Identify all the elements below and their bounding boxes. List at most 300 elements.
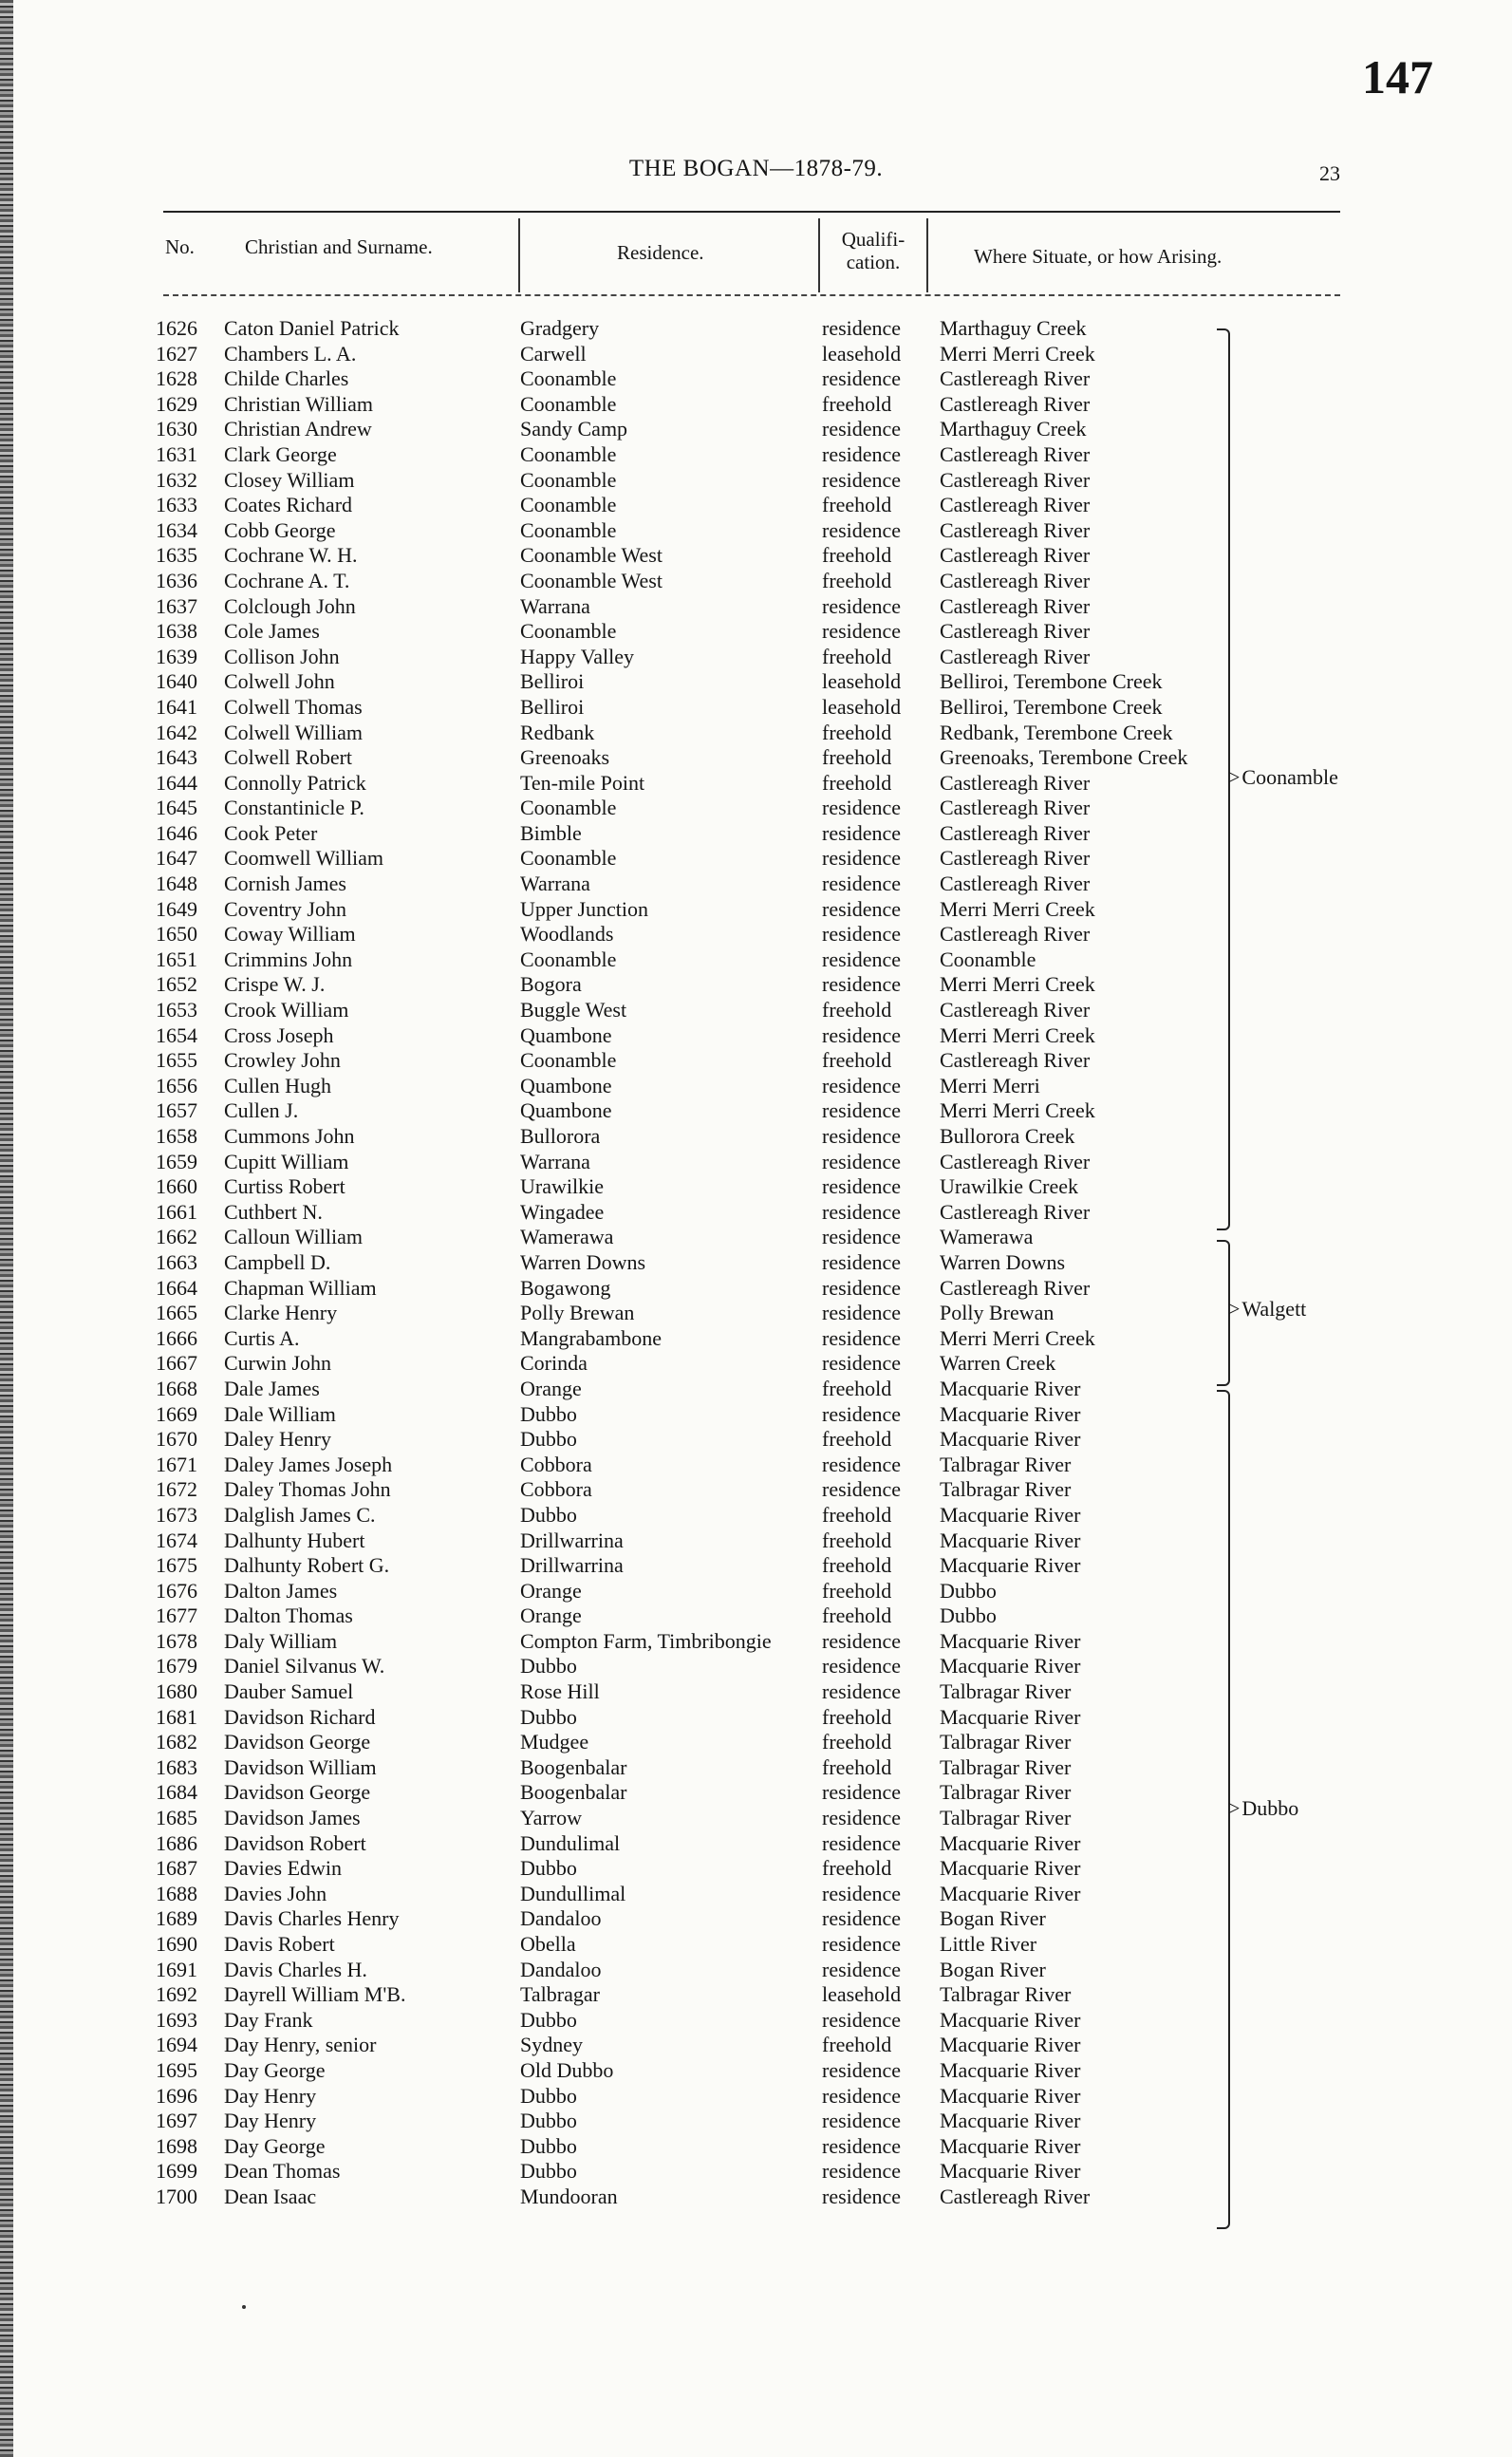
entry-number: 1657 — [156, 1098, 197, 1123]
residence: Carwell — [520, 341, 587, 366]
entry-number: 1679 — [156, 1654, 197, 1679]
residence: Dubbo — [520, 2007, 577, 2032]
table-row — [0, 417, 1512, 442]
qualification: freehold — [822, 1553, 892, 1578]
elector-name: Dalhunty Robert G. — [224, 1553, 390, 1578]
residence: Dubbo — [520, 2083, 577, 2108]
entry-number: 1636 — [156, 568, 197, 592]
table-row — [0, 468, 1512, 494]
elector-name: Davidson Robert — [224, 1830, 366, 1855]
elector-name: Daley James Joseph — [224, 1452, 393, 1476]
entry-number: 1689 — [156, 1906, 197, 1931]
entry-number: 1633 — [156, 493, 197, 517]
entry-number: 1639 — [156, 644, 197, 668]
elector-name: Dalhunty Hubert — [224, 1528, 365, 1552]
entry-number: 1653 — [156, 998, 197, 1022]
residence: Drillwarrina — [520, 1553, 624, 1578]
entry-number: 1700 — [156, 2184, 197, 2208]
elector-name: Day George — [224, 2057, 326, 2082]
entry-number: 1656 — [156, 1073, 197, 1097]
qualification: residence — [822, 619, 902, 644]
entry-number: 1697 — [156, 2109, 197, 2133]
entry-number: 1686 — [156, 1830, 197, 1855]
qualification: residence — [822, 2109, 902, 2133]
table-row — [0, 1377, 1512, 1402]
qualification: residence — [822, 1906, 902, 1931]
where-situate: Redbank, Terembone Creek — [940, 720, 1173, 744]
where-situate: Castlereagh River — [940, 644, 1091, 668]
elector-name: Curtis A. — [224, 1325, 300, 1350]
residence: Boogenbalar — [520, 1754, 627, 1779]
elector-name: Colwell William — [224, 720, 363, 744]
elector-name: Day George — [224, 2133, 326, 2158]
entry-number: 1642 — [156, 720, 197, 744]
elector-name: Clark George — [224, 441, 337, 466]
where-situate: Urawilkie Creek — [940, 1174, 1078, 1199]
where-situate: Macquarie River — [940, 1401, 1081, 1426]
residence: Coonamble — [520, 619, 617, 644]
entry-number: 1643 — [156, 745, 197, 770]
qualification: freehold — [822, 1427, 892, 1452]
residence: Warrana — [520, 872, 590, 896]
entry-number: 1695 — [156, 2057, 197, 2082]
residence: Coonamble — [520, 441, 617, 466]
entry-number: 1666 — [156, 1325, 197, 1350]
qualification: leasehold — [822, 669, 902, 694]
where-situate: Belliroi, Terembone Creek — [940, 669, 1163, 694]
table-row — [0, 721, 1512, 746]
where-situate: Merri Merri Creek — [940, 896, 1095, 921]
elector-name: Colwell Robert — [224, 745, 353, 770]
table-row — [0, 1579, 1512, 1604]
elector-name: Cullen Hugh — [224, 1073, 332, 1097]
residence: Obella — [520, 1932, 576, 1956]
table-row — [0, 1730, 1512, 1755]
table-row — [0, 493, 1512, 518]
residence: Mundooran — [520, 2184, 618, 2208]
qualification: residence — [822, 417, 902, 441]
table-row — [0, 796, 1512, 821]
qualification: residence — [822, 1225, 902, 1249]
elector-name: Cochrane A. T. — [224, 568, 350, 592]
elector-name: Christian Andrew — [224, 417, 372, 441]
qualification: leasehold — [822, 341, 902, 366]
entry-number: 1644 — [156, 770, 197, 795]
where-situate: Castlereagh River — [940, 796, 1091, 820]
residence: Coonamble — [520, 1048, 617, 1073]
elector-name: Crowley John — [224, 1048, 341, 1073]
residence: Warrana — [520, 593, 590, 618]
where-situate: Castlereagh River — [940, 1199, 1091, 1224]
where-situate: Talbragar River — [940, 1477, 1072, 1502]
elector-name: Campbell D. — [224, 1249, 331, 1274]
residence: Coonamble — [520, 947, 617, 971]
residence: Warrana — [520, 1149, 590, 1173]
table-row — [0, 1098, 1512, 1124]
qualification: freehold — [822, 770, 892, 795]
residence: Dubbo — [520, 1502, 577, 1527]
entry-number: 1684 — [156, 1780, 197, 1805]
table-row — [0, 1174, 1512, 1200]
residence: Dandaloo — [520, 1957, 602, 1981]
where-situate: Castlereagh River — [940, 543, 1091, 568]
table-row — [0, 2084, 1512, 2110]
residence: Dubbo — [520, 1401, 577, 1426]
elector-name: Day Henry — [224, 2083, 317, 2108]
residence: Orange — [520, 1578, 582, 1603]
residence: Cobbora — [520, 1477, 592, 1502]
residence: Rose Hill — [520, 1679, 600, 1704]
residence: Dubbo — [520, 2159, 577, 2184]
qualification: residence — [822, 1679, 902, 1704]
elector-name: Childe Charles — [224, 366, 349, 391]
where-situate: Macquarie River — [940, 1830, 1081, 1855]
where-situate: Merri Merri Creek — [940, 341, 1095, 366]
where-situate: Macquarie River — [940, 2033, 1081, 2057]
table-row — [0, 1326, 1512, 1352]
table-row — [0, 1048, 1512, 1074]
entry-number: 1673 — [156, 1502, 197, 1527]
elector-name: Coomwell William — [224, 846, 383, 871]
qualification: residence — [822, 517, 902, 542]
qualification: residence — [822, 1654, 902, 1679]
table-row — [0, 972, 1512, 998]
qualification: residence — [822, 2184, 902, 2208]
qualification: freehold — [822, 1754, 892, 1779]
where-situate: Bogan River — [940, 1906, 1046, 1931]
table-row — [0, 1351, 1512, 1377]
elector-name: Cupitt William — [224, 1149, 349, 1173]
page-title: THE BOGAN—1878-79. — [628, 156, 884, 181]
entry-number: 1665 — [156, 1301, 197, 1325]
where-situate: Talbragar River — [940, 1806, 1072, 1830]
qualification: residence — [822, 1124, 902, 1148]
entry-number: 1664 — [156, 1275, 197, 1300]
where-situate: Castlereagh River — [940, 2184, 1091, 2208]
elector-name: Dayrell William M'B. — [224, 1982, 406, 2007]
table-row — [0, 846, 1512, 872]
where-situate: Belliroi, Terembone Creek — [940, 694, 1163, 719]
elector-name: Colclough John — [224, 593, 356, 618]
table-row — [0, 1982, 1512, 2008]
entry-number: 1675 — [156, 1553, 197, 1578]
residence: Redbank — [520, 720, 595, 744]
qualification: freehold — [822, 998, 892, 1022]
entry-number: 1698 — [156, 2133, 197, 2158]
elector-name: Dauber Samuel — [224, 1679, 354, 1704]
qualification: residence — [822, 820, 902, 845]
residence: Dubbo — [520, 1654, 577, 1679]
table-row — [0, 1629, 1512, 1655]
where-situate: Marthaguy Creek — [940, 316, 1087, 340]
where-situate: Macquarie River — [940, 2133, 1081, 2158]
residence: Coonamble — [520, 796, 617, 820]
elector-name: Davis Charles Henry — [224, 1906, 400, 1931]
qualification: leasehold — [822, 694, 902, 719]
entry-number: 1663 — [156, 1249, 197, 1274]
residence: Dubbo — [520, 2109, 577, 2133]
column-divider — [818, 218, 820, 292]
residence: Orange — [520, 1604, 582, 1628]
residence: Upper Junction — [520, 896, 649, 921]
residence: Happy Valley — [520, 644, 634, 668]
entry-number: 1668 — [156, 1376, 197, 1400]
entry-number: 1669 — [156, 1401, 197, 1426]
elector-name: Colwell John — [224, 669, 335, 694]
qualification: freehold — [822, 2033, 892, 2057]
residence: Coonamble West — [520, 543, 663, 568]
residence: Bogawong — [520, 1275, 611, 1300]
table-row — [0, 1679, 1512, 1705]
qualification: residence — [822, 1199, 902, 1224]
elector-name: Colwell Thomas — [224, 694, 363, 719]
qualification: residence — [822, 2007, 902, 2032]
residence: Quambone — [520, 1098, 612, 1123]
elector-name: Coates Richard — [224, 493, 353, 517]
table-row — [0, 1654, 1512, 1679]
elector-name: Crook William — [224, 998, 349, 1022]
elector-name: Cobb George — [224, 517, 336, 542]
qualification: residence — [822, 2057, 902, 2082]
header-where: Where Situate, or how Arising. — [974, 245, 1223, 268]
qualification: residence — [822, 1932, 902, 1956]
elector-name: Davis Robert — [224, 1932, 335, 1956]
entry-number: 1677 — [156, 1604, 197, 1628]
qualification: residence — [822, 1149, 902, 1173]
table-row — [0, 342, 1512, 367]
table-row — [0, 1958, 1512, 1983]
table-row — [0, 619, 1512, 645]
entry-number: 1647 — [156, 846, 197, 871]
elector-name: Crimmins John — [224, 947, 353, 971]
residence: Orange — [520, 1376, 582, 1400]
qualification: residence — [822, 1806, 902, 1830]
elector-name: Davidson James — [224, 1806, 361, 1830]
entry-number: 1676 — [156, 1578, 197, 1603]
where-situate: Talbragar River — [940, 1730, 1072, 1754]
qualification: residence — [822, 1351, 902, 1376]
entry-number: 1690 — [156, 1932, 197, 1956]
where-situate: Castlereagh River — [940, 820, 1091, 845]
where-situate: Castlereagh River — [940, 998, 1091, 1022]
folio-number: 23 — [1319, 161, 1340, 185]
residence: Dundulimal — [520, 1830, 621, 1855]
where-situate: Little River — [940, 1932, 1037, 1956]
where-situate: Warren Creek — [940, 1351, 1056, 1376]
table-row — [0, 897, 1512, 923]
table-row — [0, 2058, 1512, 2084]
where-situate: Castlereagh River — [940, 467, 1091, 492]
entry-number: 1680 — [156, 1679, 197, 1704]
where-situate: Castlereagh River — [940, 619, 1091, 644]
entry-number: 1662 — [156, 1225, 197, 1249]
entry-number: 1672 — [156, 1477, 197, 1502]
residence: Ten-mile Point — [520, 770, 645, 795]
qualification: residence — [822, 1628, 902, 1653]
elector-name: Cornish James — [224, 872, 346, 896]
where-situate: Talbragar River — [940, 1780, 1072, 1805]
where-situate: Macquarie River — [940, 1376, 1081, 1400]
elector-name: Day Henry — [224, 2109, 317, 2133]
where-situate: Macquarie River — [940, 2109, 1081, 2133]
entry-number: 1637 — [156, 593, 197, 618]
elector-name: Chambers L. A. — [224, 341, 357, 366]
entry-number: 1648 — [156, 872, 197, 896]
elector-name: Cook Peter — [224, 820, 318, 845]
table-row — [0, 2134, 1512, 2160]
elector-name: Davis Charles H. — [224, 1957, 367, 1981]
residence: Sandy Camp — [520, 417, 628, 441]
entry-number: 1661 — [156, 1199, 197, 1224]
table-row — [0, 872, 1512, 897]
qualification: residence — [822, 1275, 902, 1300]
where-situate: Marthaguy Creek — [940, 417, 1087, 441]
residence: Woodlands — [520, 922, 614, 947]
residence: Polly Brewan — [520, 1301, 635, 1325]
table-row — [0, 2185, 1512, 2210]
table-row — [0, 1150, 1512, 1175]
where-situate: Polly Brewan — [940, 1301, 1055, 1325]
elector-name: Coway William — [224, 922, 356, 947]
elector-name: Daly William — [224, 1628, 338, 1653]
qualification: freehold — [822, 644, 892, 668]
table-row — [0, 922, 1512, 947]
qualification: freehold — [822, 1604, 892, 1628]
column-divider — [518, 218, 520, 292]
table-row — [0, 1427, 1512, 1453]
elector-name: Curwin John — [224, 1351, 332, 1376]
table-row — [0, 1225, 1512, 1250]
qualification: residence — [822, 796, 902, 820]
qualification: freehold — [822, 493, 892, 517]
where-situate: Talbragar River — [940, 1452, 1072, 1476]
residence: Yarrow — [520, 1806, 582, 1830]
residence: Old Dubbo — [520, 2057, 614, 2082]
where-situate: Macquarie River — [940, 1553, 1081, 1578]
entry-number: 1658 — [156, 1124, 197, 1148]
header-top-rule — [163, 211, 1340, 213]
entry-number: 1682 — [156, 1730, 197, 1754]
table-row — [0, 947, 1512, 973]
where-situate: Castlereagh River — [940, 366, 1091, 391]
elector-name: Davies Edwin — [224, 1856, 343, 1881]
qualification: residence — [822, 1780, 902, 1805]
entry-number: 1654 — [156, 1022, 197, 1047]
entry-number: 1627 — [156, 341, 197, 366]
where-situate: Warren Downs — [940, 1249, 1066, 1274]
where-situate: Castlereagh River — [940, 846, 1091, 871]
qualification: residence — [822, 846, 902, 871]
entry-number: 1645 — [156, 796, 197, 820]
qualification: residence — [822, 1477, 902, 1502]
residence: Bimble — [520, 820, 582, 845]
qualification: residence — [822, 441, 902, 466]
residence: Drillwarrina — [520, 1528, 624, 1552]
where-situate: Castlereagh River — [940, 770, 1091, 795]
elector-name: Day Frank — [224, 2007, 313, 2032]
entry-number: 1655 — [156, 1048, 197, 1073]
qualification: residence — [822, 1073, 902, 1097]
table-row — [0, 1023, 1512, 1049]
table-row — [0, 1453, 1512, 1478]
header-name: Christian and Surname. — [245, 235, 433, 258]
table-row — [0, 2008, 1512, 2034]
where-situate: Merri Merri Creek — [940, 972, 1095, 997]
elector-name: Cullen J. — [224, 1098, 299, 1123]
qualification: residence — [822, 1957, 902, 1981]
entry-number: 1660 — [156, 1174, 197, 1199]
table-row — [0, 1250, 1512, 1276]
elector-name: Davidson George — [224, 1730, 371, 1754]
where-situate: Castlereagh River — [940, 872, 1091, 896]
residence: Greenoaks — [520, 745, 610, 770]
where-situate: Castlereagh River — [940, 441, 1091, 466]
where-situate: Macquarie River — [940, 1654, 1081, 1679]
table-row — [0, 1477, 1512, 1503]
where-situate: Castlereagh River — [940, 391, 1091, 416]
table-row — [0, 2109, 1512, 2134]
qualification: residence — [822, 1881, 902, 1905]
table-row — [0, 821, 1512, 847]
qualification: residence — [822, 2083, 902, 2108]
where-situate: Macquarie River — [940, 1856, 1081, 1881]
entry-number: 1638 — [156, 619, 197, 644]
elector-name: Chapman William — [224, 1275, 377, 1300]
entry-number: 1630 — [156, 417, 197, 441]
where-situate: Macquarie River — [940, 2159, 1081, 2184]
entry-number: 1691 — [156, 1957, 197, 1981]
qualification: freehold — [822, 1048, 892, 1073]
elector-name: Coventry John — [224, 896, 346, 921]
elector-name: Davies John — [224, 1881, 327, 1905]
residence: Dubbo — [520, 1704, 577, 1729]
where-situate: Merri Merri Creek — [940, 1098, 1095, 1123]
qualification: freehold — [822, 745, 892, 770]
residence: Wamerawa — [520, 1225, 614, 1249]
where-situate: Castlereagh River — [940, 517, 1091, 542]
where-situate: Talbragar River — [940, 1679, 1072, 1704]
qualification: residence — [822, 972, 902, 997]
entry-number: 1671 — [156, 1452, 197, 1476]
header-residence: Residence. — [617, 241, 704, 264]
residence: Dundullimal — [520, 1881, 626, 1905]
table-row — [0, 1932, 1512, 1958]
entry-number: 1670 — [156, 1427, 197, 1452]
page-number: 147 — [1362, 50, 1433, 103]
where-situate: Talbragar River — [940, 1982, 1072, 2007]
elector-name: Daniel Silvanus W. — [224, 1654, 385, 1679]
table-row — [0, 1402, 1512, 1428]
table-row — [0, 695, 1512, 721]
elector-name: Cross Joseph — [224, 1022, 334, 1047]
qualification: residence — [822, 467, 902, 492]
residence: Bogora — [520, 972, 582, 997]
entry-number: 1635 — [156, 543, 197, 568]
qualification: residence — [822, 922, 902, 947]
residence: Belliroi — [520, 669, 585, 694]
header-bottom-rule — [163, 294, 1340, 296]
entry-number: 1681 — [156, 1704, 197, 1729]
entry-number: 1687 — [156, 1856, 197, 1881]
residence: Warren Downs — [520, 1249, 646, 1274]
table-row — [0, 1529, 1512, 1554]
elector-name: Davidson William — [224, 1754, 377, 1779]
table-row — [0, 1604, 1512, 1629]
where-situate: Talbragar River — [940, 1754, 1072, 1779]
qualification: freehold — [822, 1376, 892, 1400]
residence: Bullorora — [520, 1124, 601, 1148]
elector-name: Collison John — [224, 644, 340, 668]
